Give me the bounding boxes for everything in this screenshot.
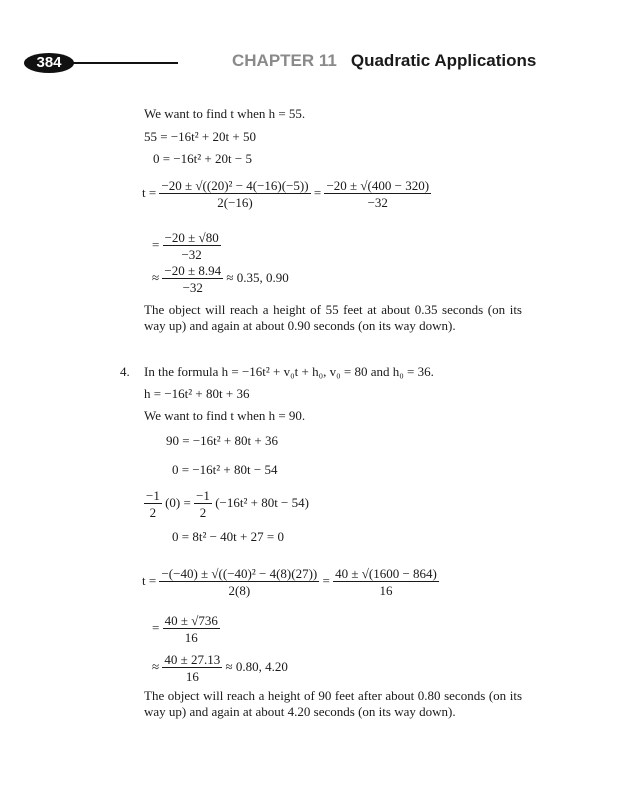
step3-denominator: −32 [163,245,221,262]
mult-left-tail: (0) = [165,494,191,510]
simplified-denominator: −32 [324,193,431,210]
quadratic-numerator: −(−40) ± √((−40)² − 4(8)(27)) [161,566,318,581]
part-b-step-4: ≈ $\frac{40 \pm 27.13}{16}$ ≈ 0.80, 4.20 [152,652,288,684]
simplified-fraction [324,178,431,210]
part-a-equation-2: 0 = −16t² + 20t − 5 [153,151,252,166]
quadratic-fraction [159,178,310,210]
part-b-formula: h = −16t² + 80t + 36 [144,386,250,401]
part-a-quadratic-formula: t = $\frac{\text{−20 ± √((20)² − 4(−16)(−5))}}{2(-16)}$ = $\frac{-20 \pm √(400 - 320)}{-32}$ [142,178,430,210]
mult-left-numerator: −1 [146,488,160,503]
mult-right-denominator: 2 [194,503,212,520]
t-label: t = [142,572,157,588]
mult-left-denominator: 2 [144,503,162,520]
part-a-step-4: ≈ $\frac{-20 \pm 8.94}{-32}$ ≈ 0.35, 0.90 [152,263,289,295]
part-b-find: We want to find t when h = 90. [144,408,306,423]
chapter-heading [232,51,536,71]
simplified-numerator: −20 ± √(400 − 320) [326,178,430,193]
t-label: t = [142,184,157,200]
step3-numerator: −20 ± √80 [164,230,219,245]
part-b-quadratic-formula: t = $\frac{\text{−(−40) ± √((−40)² − 4(8)(27))}}{2(8)}$ = $\frac{40 \pm √(1600 - 864)}{16}$ [142,566,437,598]
page-number-badge: 384 [24,53,74,73]
step4-denominator: 16 [162,667,222,684]
quadratic-numerator: −20 ± √((20)² − 4(−16)(−5)) [161,178,309,193]
step4-result: ≈ 0.80, 4.20 [225,658,288,674]
part-a-conclusion: The object will reach a height of 55 feet at about 0.35 seconds (on its way up) and again at about 0.90 seconds (on its way down). [144,302,522,333]
part-a-intro: We want to find t when h = 55. [144,106,306,121]
part-a-step-3: = $\frac{-20 \pm √80}{-32}$ [152,230,219,262]
part-b-multiply-step [144,488,309,520]
step4-result: ≈ 0.35, 0.90 [226,269,289,285]
quadratic-denominator: 2(8) [159,581,319,598]
item-number: 4. [120,364,130,379]
chapter-title: Quadratic Applications [350,51,537,70]
chapter-label: CHAPTER 11 [232,51,337,70]
step3-denominator: 16 [163,628,220,645]
mult-right-tail: (−16t² + 80t − 54) [215,494,309,510]
step4-denominator: −32 [162,278,223,295]
simplified-denominator: 16 [333,581,439,598]
part-b-equation-3: 0 = 8t² − 40t + 27 = 0 [172,529,284,544]
part-b-intro: In the formula h = −16t² + v₀t + h₀, v₀ = 80 and h₀ = 36. [144,364,434,379]
part-a-equation-1: 55 = −16t² + 20t + 50 [144,129,256,144]
step4-numerator: −20 ± 8.94 [164,263,222,278]
step3-numerator: 40 ± √736 [164,613,218,628]
part-b-equation-2: 0 = −16t² + 80t − 54 [172,462,278,477]
part-b-equation-1: 90 = −16t² + 80t + 36 [166,433,278,448]
quadratic-denominator: 2(−16) [159,193,310,210]
part-b-conclusion: The object will reach a height of 90 feet after about 0.80 seconds (on its way up) and again at about 4.20 seconds (on its way down). [144,688,522,719]
mult-right-numerator: −1 [196,488,210,503]
part-b-step-3: = $\frac{40 \pm √736}{16}$ [152,613,218,645]
header-rule [70,62,178,64]
simplified-numerator: 40 ± √(1600 − 864) [335,566,437,581]
step4-numerator: 40 ± 27.13 [164,652,221,667]
